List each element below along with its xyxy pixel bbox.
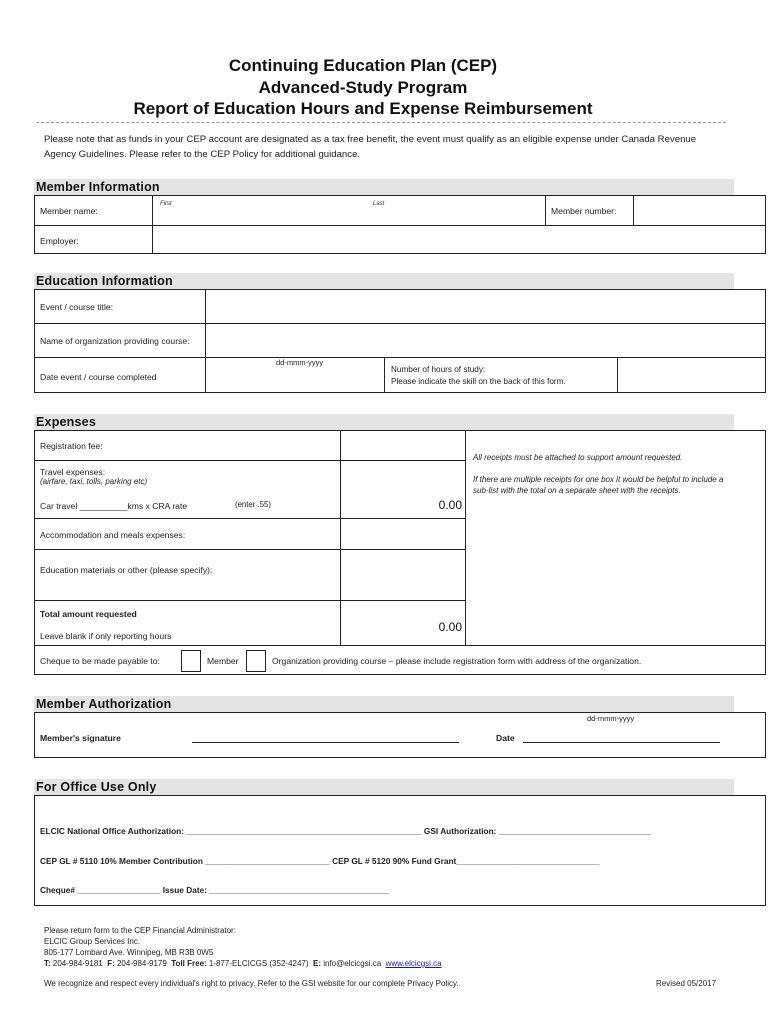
first-name-field[interactable] <box>153 196 365 224</box>
last-name-hint: Last <box>373 201 385 207</box>
employer-label: Employer: <box>40 236 79 246</box>
expenses-heading: Expenses <box>34 414 734 431</box>
office-gl-line: CEP GL # 5110 10% Member Contribution ___________________________ CEP GL # 5120 90% Fund Grant_______________________________ <box>40 856 600 866</box>
materials-label: Education materials or other (please specify): <box>40 565 213 575</box>
form-title-line-3: Report of Education Hours and Expense Reimbursement <box>133 99 593 118</box>
website-link[interactable]: www.elcicgsi.ca <box>385 959 442 968</box>
employer-field[interactable] <box>153 226 765 253</box>
event-title-label: Event / course title: <box>40 302 114 312</box>
travel-expenses-field[interactable] <box>341 461 464 489</box>
payable-to-organization-checkbox[interactable] <box>246 650 266 672</box>
education-information-heading: Education Information <box>34 273 734 290</box>
completion-date-label: Date event / course completed <box>40 372 157 382</box>
member-signature-line[interactable] <box>192 742 459 743</box>
car-travel-amount[interactable]: 0.00 <box>438 498 462 512</box>
authorization-date-format-hint: dd-mmm-yyyy <box>587 714 635 723</box>
total-requested-label: Total amount requested <box>40 609 137 619</box>
member-authorization-box <box>34 712 766 758</box>
last-name-field[interactable] <box>366 196 544 224</box>
completion-date-field[interactable] <box>206 368 383 392</box>
first-name-hint: First <box>160 201 172 207</box>
car-rate-hint: (enter .55) <box>235 500 271 509</box>
event-title-field[interactable] <box>206 290 765 322</box>
return-instructions: Please return form to the CEP Financial Administrator: <box>44 926 236 935</box>
member-name-label: Member name: <box>40 206 98 216</box>
payable-to-member-checkbox[interactable] <box>181 650 201 672</box>
receipts-sublist-note: If there are multiple receipts for one box it would be helpful to include a sub-list with the total on a separate sheet with the receipts. <box>473 475 724 495</box>
total-requested-hint: Leave blank if only reporting hours <box>40 631 172 641</box>
cheque-payable-label: Cheque to be made payable to: <box>40 656 160 666</box>
office-cheque-line: Cheque# __________________ Issue Date: _______________________________________ <box>40 885 390 895</box>
accommodation-label: Accommodation and meals expenses: <box>40 530 186 540</box>
member-number-divider-left <box>545 195 546 225</box>
organization-field[interactable] <box>206 324 765 356</box>
phone-number: 204-984-9181 <box>52 959 103 968</box>
return-address: 805-177 Lombard Ave. Winnipeg, MB R3B 0W5 <box>44 948 214 957</box>
car-kms-field[interactable] <box>84 497 128 511</box>
office-use-heading: For Office Use Only <box>34 779 734 796</box>
header-divider <box>36 122 726 123</box>
travel-expenses-hint: (airfare, taxi, tolls, parking etc) <box>40 477 148 486</box>
car-travel-label: Car travel __________kms x CRA rate <box>40 501 188 511</box>
expenses-amount-divider-right <box>465 430 466 646</box>
member-signature-label: Member's signature <box>40 733 121 743</box>
education-hours-divider-left <box>384 357 385 393</box>
total-requested-amount[interactable]: 0.00 <box>438 620 462 634</box>
receipts-required-note: All receipts must be attached to support amount requested. <box>473 453 683 462</box>
authorization-date-line[interactable] <box>523 742 720 743</box>
materials-field[interactable] <box>341 550 464 599</box>
hours-of-study-skill-note: Please indicate the skill on the back of this form. <box>391 377 566 386</box>
email-label: E: <box>312 959 321 968</box>
hours-of-study-label: Number of hours of study: <box>391 365 486 374</box>
member-authorization-heading: Member Authorization <box>34 696 734 713</box>
form-title-line-2: Advanced-Study Program <box>258 78 468 97</box>
return-company: ELCIC Group Services Inc. <box>44 937 141 946</box>
hours-of-study-field[interactable] <box>618 358 765 392</box>
organization-label: Name of organization providing course: <box>40 336 190 346</box>
payable-to-member-label: Member <box>207 656 239 666</box>
toll-free-number: 1-877-ELCICGS (352-4247) <box>208 959 309 968</box>
revision-date: Revised 05/2017 <box>656 979 717 988</box>
office-authorization-line: ELCIC National Office Authorization: ___________________________________________________ GSI Authorization: _________________________________ <box>40 826 651 836</box>
member-number-field[interactable] <box>634 196 765 224</box>
contact-line <box>44 959 442 968</box>
eligibility-note: Please note that as funds in your CEP account are designated as a tax free benefit, the event must qualify as an eligible expense under Canada Revenue Agency Guidelines. Please refer to the CEP Policy for additional guidance. <box>44 134 697 160</box>
fax-label: F: <box>107 959 115 968</box>
member-information-heading: Member Information <box>34 179 734 196</box>
phone-label: T: <box>44 959 51 968</box>
fax-number: 204-984-9179 <box>116 959 167 968</box>
completion-date-format-hint: dd-mmm-yyyy <box>276 358 324 367</box>
toll-free-label: Toll Free: <box>171 959 207 968</box>
member-number-label: Member number: <box>551 206 617 216</box>
authorization-date-label: Date <box>496 733 515 743</box>
expenses-row-divider-4 <box>34 600 465 601</box>
accommodation-field[interactable] <box>341 519 464 548</box>
email-address[interactable]: info@elcicgsi.ca <box>323 959 382 968</box>
payable-to-organization-label: Organization providing course – please include registration form with address of the organization. <box>272 656 642 666</box>
privacy-statement: We recognize and respect every individual's right to privacy. Refer to the GSI website for our complete Privacy Policy. <box>44 979 459 988</box>
form-title-line-1: Continuing Education Plan (CEP) <box>228 56 498 75</box>
registration-fee-field[interactable] <box>341 431 464 459</box>
travel-expenses-label: Travel expenses: <box>40 467 106 477</box>
registration-fee-label: Registration fee: <box>40 441 103 451</box>
